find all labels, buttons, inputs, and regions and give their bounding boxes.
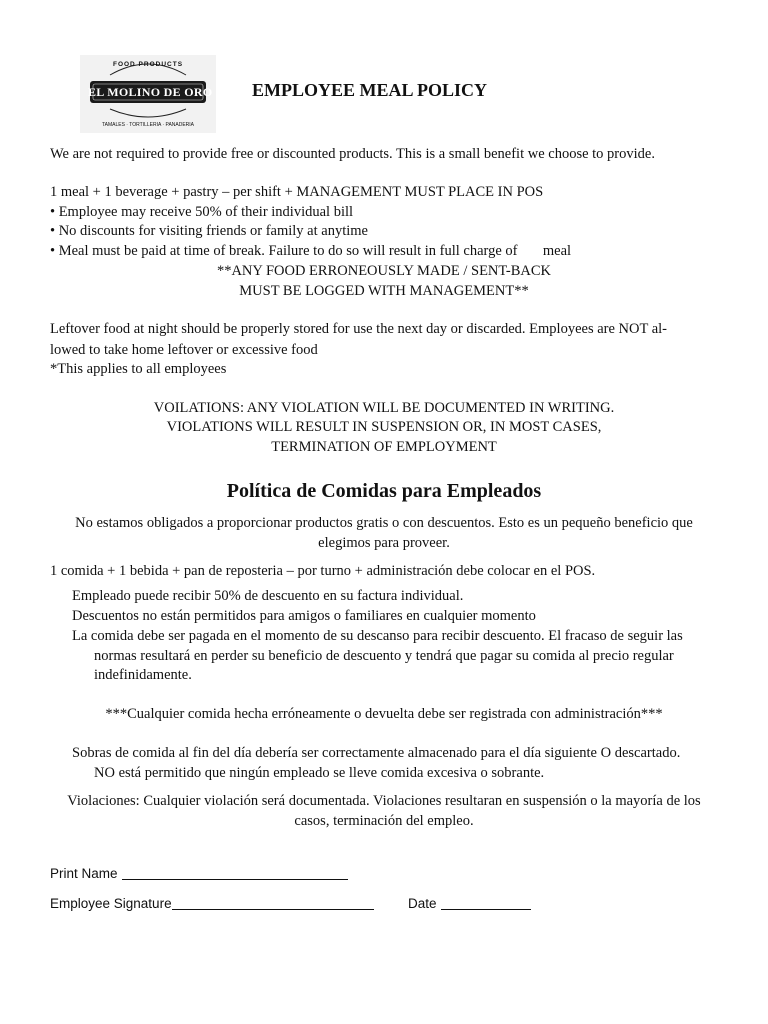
english-intro: We are not required to provide free or discounted products. This is a small benefit we choose to provide. [50,146,655,162]
english-bullet: • Employee may receive 50% of their individual bill [50,203,353,222]
logo-arc-text: FOOD PRODUCTS [112,61,184,68]
spanish-leftover: Sobras de comida al fin del día debería ser correctamente almacenado para el día siguiente O descartado. [72,745,681,761]
spanish-item: Empleado puede recibir 50% de descuento en su factura individual. [72,588,464,604]
spanish-item-continued: indefinidamente. [94,667,192,683]
english-violations: TERMINATION OF EMPLOYMENT [271,439,497,455]
english-title: EMPLOYEE MEAL POLICY [252,80,488,100]
spanish-item-continued: normas resultará en perder su beneficio de descuento y tendrá que pagar su comida al precio regular [94,648,674,664]
spanish-violations: Violaciones: Cualquier violación será documentada. Violaciones resultaran en suspensión o la mayoría de los [67,793,701,809]
spanish-leftover: NO está permitido que ningún empleado se lleve comida excesiva o sobrante. [94,765,545,781]
spanish-item: Descuentos no están permitidos para amigos o familiares en cualquier momento [72,608,536,624]
date-line[interactable] [441,909,531,910]
spanish-intro: elegimos para proveer. [318,535,450,551]
english-leftover: lowed to take home leftover or excessive food [50,342,318,358]
spanish-title: Política de Comidas para Empleados [226,480,542,502]
signature-label: Employee Signature [50,896,172,911]
english-notice: MUST BE LOGGED WITH MANAGEMENT** [239,283,529,299]
english-violations: VOILATIONS: ANY VIOLATION WILL BE DOCUMENTED IN WRITING. [153,400,615,416]
signature-line[interactable] [172,909,374,910]
logo-tagline: TAMALES · TORTILLERIA · PANADERIA [101,122,195,128]
print-name-label: Print Name [50,866,118,881]
english-applies: *This applies to all employees [50,361,227,377]
logo-name: EL MOLINO DE ORO [88,85,213,99]
english-notice: **ANY FOOD ERRONEOUSLY MADE / SENT-BACK [216,263,552,279]
date-label: Date [408,896,437,911]
spanish-item: La comida debe ser pagada en el momento de su descanso para recibir descuento. El fracaso de seguir las [72,628,683,644]
english-violations: VIOLATIONS WILL RESULT IN SUSPENSION OR, IN MOST CASES, [166,419,602,435]
print-name-line[interactable] [122,879,348,880]
spanish-violations: casos, terminación del empleo. [294,813,474,829]
english-bullet: • Meal must be paid at time of break. Failure to do so will result in full charge of meal [50,242,571,261]
english-leftover: Leftover food at night should be properly stored for use the next day or discarded. Employees are NOT al- [50,321,668,337]
english-bullet: • No discounts for visiting friends or family at anytime [50,222,368,241]
spanish-meal-rule: 1 comida + 1 bebida + pan de reposteria – por turno + administración debe colocar en el POS. [50,563,596,579]
spanish-intro: No estamos obligados a proporcionar productos gratis o con descuentos. Esto es un pequeño beneficio que [75,515,693,531]
spanish-notice: ***Cualquier comida hecha erróneamente o devuelta debe ser registrada con administración*** [105,706,663,722]
company-logo [80,55,216,133]
english-meal-rule: 1 meal + 1 beverage + pastry – per shift + MANAGEMENT MUST PLACE IN POS [50,184,544,200]
